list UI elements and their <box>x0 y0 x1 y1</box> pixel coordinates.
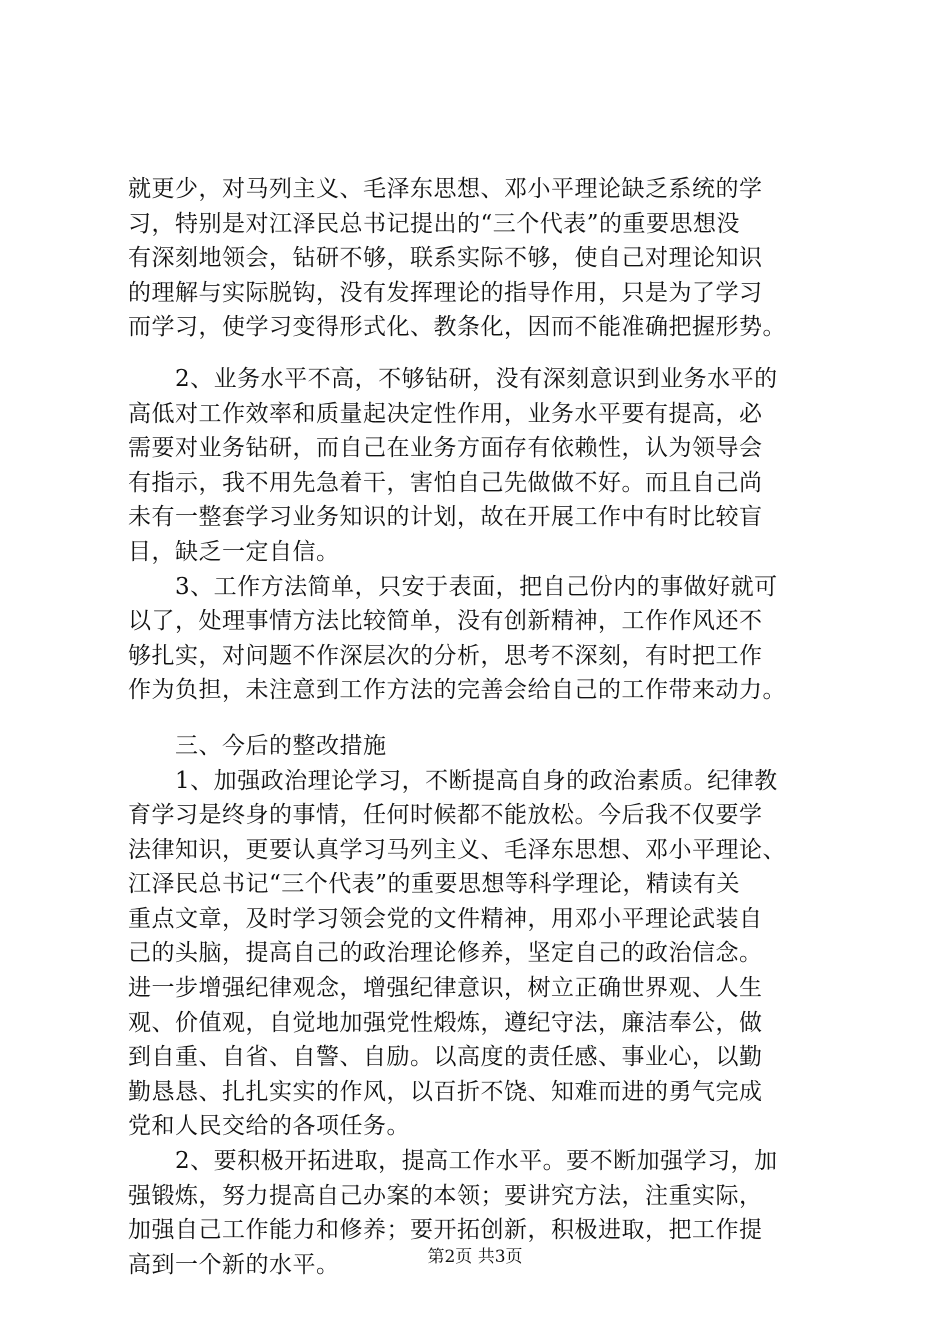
text-line: 法律知识，更要认真学习马列主义、毛泽东思想、邓小平理论、 <box>128 836 786 863</box>
text-line: 育学习是终身的事情，任何时候都不能放松。今后我不仅要学 <box>128 802 763 829</box>
text-line: 而学习，使学习变得形式化、教条化，因而不能准确把握形势。 <box>128 314 786 341</box>
text-line: 以了，处理事情方法比较简单，没有创新精神，工作作风还不 <box>128 608 763 635</box>
text-line: 勤恳恳、扎扎实实的作风，以百折不饶、知难而进的勇气完成 <box>128 1078 763 1105</box>
text-line: 就更少，对马列主义、毛泽东思想、邓小平理论缺乏系统的学 <box>128 176 763 202</box>
text-line: 加强自己工作能力和修养；要开拓创新，积极进取，把工作提 <box>128 1217 763 1244</box>
text-line: 重点文章，及时学习领会党的文件精神，用邓小平理论武装自 <box>128 905 763 932</box>
section-heading: 三、今后的整改措施 <box>128 732 387 759</box>
text-line: 到自重、自省、自警、自励。以高度的责任感、事业心，以勤 <box>128 1044 763 1071</box>
page-number-footer: 第2页 共3页 <box>427 1247 523 1267</box>
document-body <box>128 172 840 1282</box>
text-line: 2、业务水平不高，不够钻研，没有深刻意识到业务水平的 <box>128 365 778 392</box>
text-line: 己的头脑，提高自己的政治理论修养，坚定自己的政治信念。 <box>128 940 763 967</box>
text-line: 高到一个新的水平。 <box>128 1251 340 1278</box>
paragraph-gap <box>128 345 840 362</box>
text-line: 需要对业务钻研，而自己在业务方面存有依赖性，认为领导会 <box>128 435 763 462</box>
text-line: 未有一整套学习业务知识的计划，故在开展工作中有时比较盲 <box>128 504 763 531</box>
text-line: 够扎实，对问题不作深层次的分析，思考不深刻，有时把工作 <box>128 642 763 669</box>
text-line: 进一步增强纪律观念，增强纪律意识，树立正确世界观、人生 <box>128 975 763 1002</box>
paragraph-gap <box>128 708 840 729</box>
text-line: 有指示，我不用先急着干，害怕自己先做做不好。而且自己尚 <box>128 469 763 496</box>
text-line: 强锻炼，努力提高自己办案的本领；要讲究方法，注重实际， <box>128 1182 763 1209</box>
text-line: 江泽民总书记“三个代表”的重要思想等科学理论，精读有关 <box>128 871 741 898</box>
text-line: 目，缺乏一定自信。 <box>128 538 340 565</box>
text-line: 2、要积极开拓进取，提高工作水平。要不断加强学习，加 <box>128 1148 778 1175</box>
text-line: 有深刻地领会，钻研不够，联系实际不够，使自己对理论知识 <box>128 245 763 272</box>
text-line: 习，特别是对江泽民总书记提出的“三个代表”的重要思想没 <box>128 210 741 237</box>
text-line: 党和人民交给的各项任务。 <box>128 1113 410 1140</box>
text-line: 作为负担，未注意到工作方法的完善会给自己的工作带来动力。 <box>128 677 786 704</box>
text-line: 的理解与实际脱钩，没有发挥理论的指导作用，只是为了学习 <box>128 279 763 306</box>
text-line: 3、工作方法简单，只安于表面，把自己份内的事做好就可 <box>128 573 778 600</box>
text-line: 观、价值观，自觉地加强党性煅炼，遵纪守法，廉洁奉公，做 <box>128 1009 763 1036</box>
text-line: 高低对工作效率和质量起决定性作用，业务水平要有提高，必 <box>128 400 763 427</box>
text-line: 1、加强政治理论学习，不断提高自身的政治素质。纪律教 <box>128 767 778 794</box>
